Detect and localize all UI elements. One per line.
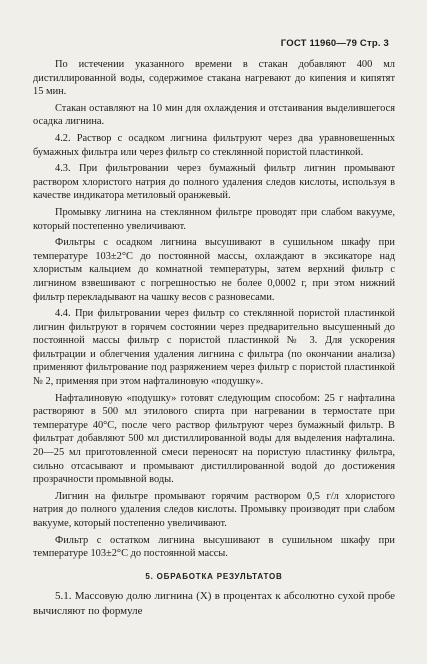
paragraph: 4.4. При фильтровании через фильтр со стеклянной пористой пластинкой лигнин фильтруют в горячем состоянии через предварительно высушенный до постоянной массы фильтр с пористой пластинкой № 3. Для ускорения фильтрации и облегчения удаления лигнина с фильтра (по окончании анализа) применяют фильтрование под разряжением через фильтр с пористой пластинкой № 2, применяя при этом нафталиновую «подушку».: [33, 308, 395, 388]
paragraph: Стакан оставляют на 10 мин для охлаждения и отстаивания выделившегося осадка лигнина.: [33, 102, 395, 128]
paragraph: Лигнин на фильтре промывают горячим раствором 0,5 г/л хлористого натрия до полного удаления следов кислоты. Промывку производят при слабом вакууме, который постепенно увеличивают.: [33, 490, 395, 529]
paragraph: По истечении указанного времени в стакан добавляют 400 мл дистиллированной воды, содержимое стакана нагревают до кипения и кипятят 15 мин.: [33, 59, 395, 98]
paragraph: 5.1. Массовую долю лигнина (X) в процентах к абсолютно сухой пробе вычисляют по формуле: [33, 590, 395, 618]
paragraph: 4.3. При фильтровании через бумажный фильтр лигнин промывают раствором хлористого натрия до полного удаления следов кислоты, используя в качестве индикатора метиловый оранжевый.: [33, 163, 395, 202]
paragraph: Фильтры с осадком лигнина высушивают в сушильном шкафу при температуре 103±2°С до постоянной массы, охлаждают в эксикаторе над хлористым кальцием до комнатной температуры, затем верхний фильтр с лигнином взвешивают с погрешностью не более 0,0002 г, при этом нижний фильтр перекладывают на чашку весов с разновесами.: [33, 237, 395, 303]
paragraph: Промывку лигнина на стеклянном фильтре проводят при слабом вакууме, который постепенно увеличивают.: [33, 206, 395, 232]
body-text: [33, 58, 395, 619]
paragraph: Фильтр с остатком лигнина высушивают в сушильном шкафу при температуре 103±2°С до постоянной массы.: [33, 534, 395, 560]
page-header: ГОСТ 11960—79 Стр. 3: [280, 38, 389, 49]
paragraph: Нафталиновую «подушку» готовят следующим способом: 25 г нафталина растворяют в 500 мл этилового спирта при нагревании в термостате при температуре 40°С, после чего раствор фильтруют через бумажный фильтр. В фильтрат добавляют 500 мл дистиллированной воды для выделения нафталина. 20—25 мл приготовленной смеси переносят на пористую пластинку фильтра, сильно отсасывают и промывают дистиллированной водой до достижения прозрачности промывной воды.: [33, 392, 395, 486]
section-title: 5. ОБРАБОТКА РЕЗУЛЬТАТОВ: [145, 571, 283, 581]
paragraph: 4.2. Раствор с осадком лигнина фильтруют через два уравновешенных бумажных фильтра или через фильтр со стеклянной пористой пластинкой.: [33, 132, 395, 158]
